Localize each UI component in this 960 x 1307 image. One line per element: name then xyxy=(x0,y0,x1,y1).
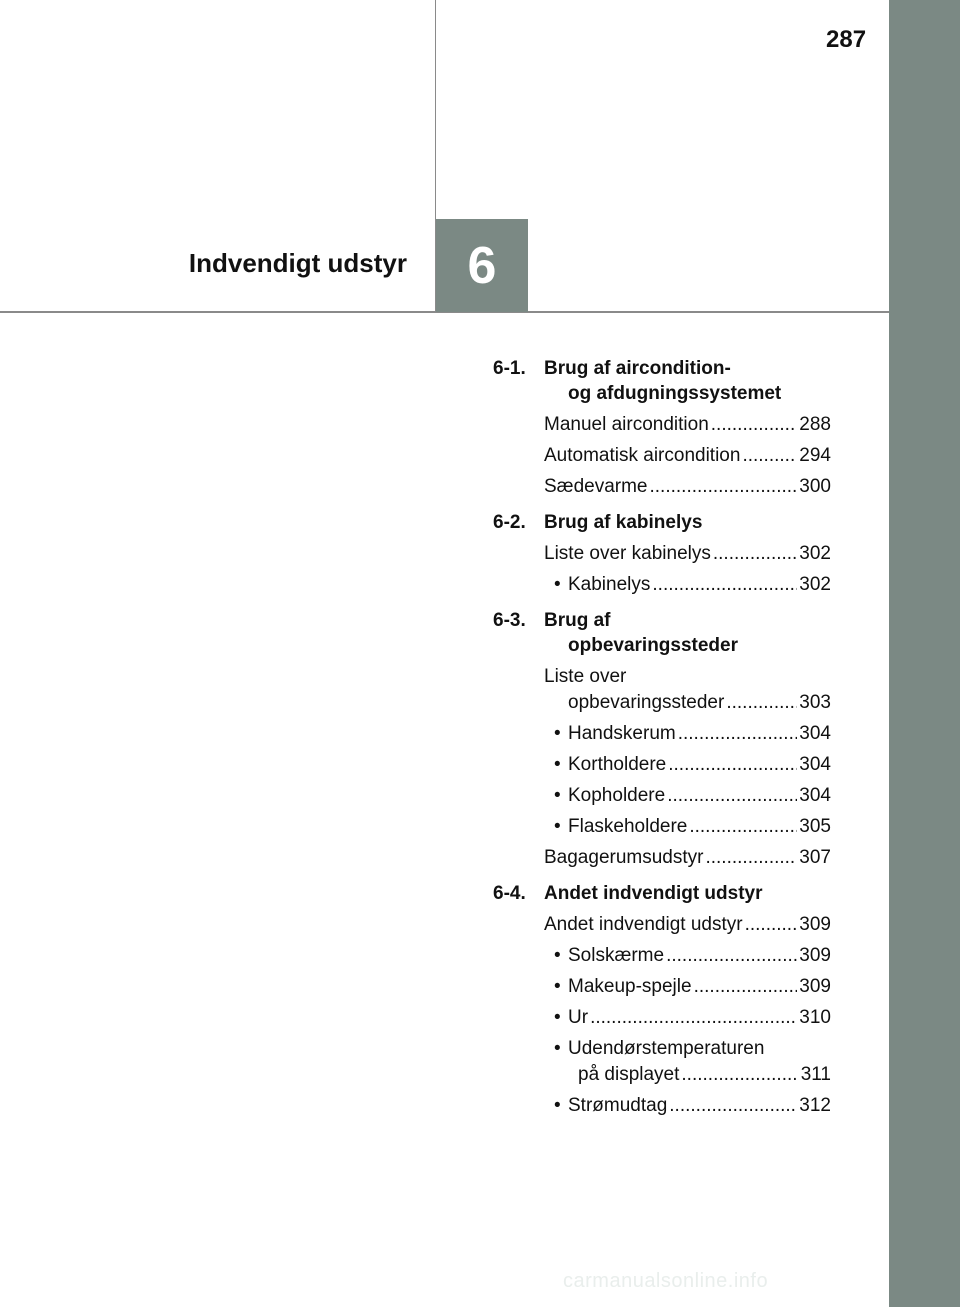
entry-text: Makeup-spejle xyxy=(568,976,692,997)
section-title xyxy=(544,356,831,406)
bullet: • xyxy=(554,976,561,997)
dot-leader xyxy=(666,943,797,969)
dot-leader xyxy=(650,474,798,500)
entry-text: opbevaringssteder xyxy=(568,692,725,713)
entry-page-number: 294 xyxy=(799,445,831,466)
section-title-line: Brug af kabinelys xyxy=(544,512,703,533)
entry-text: Automatisk aircondition xyxy=(544,445,741,466)
entry-page-number: 302 xyxy=(799,543,831,564)
bullet: • xyxy=(554,723,561,744)
entry-page-number: 288 xyxy=(799,414,831,435)
dot-leader xyxy=(652,572,797,598)
section-number: 6-1. xyxy=(493,358,526,379)
entry-text: Kortholdere xyxy=(568,754,667,775)
entry-text: Ur xyxy=(568,1007,589,1028)
section-heading[interactable] xyxy=(493,510,831,535)
toc-section xyxy=(493,356,831,505)
section-title xyxy=(544,510,831,535)
section-heading[interactable] xyxy=(493,608,831,658)
entry-page-number: 303 xyxy=(799,692,831,713)
dot-leader xyxy=(689,814,797,840)
entry-text: Andet indvendigt udstyr xyxy=(544,914,743,935)
dot-leader xyxy=(590,1005,797,1031)
toc-subentry[interactable] xyxy=(544,572,831,603)
entry-text: på displayet xyxy=(578,1064,680,1085)
table-of-contents xyxy=(493,356,831,1129)
toc-entry[interactable] xyxy=(544,412,831,443)
bullet: • xyxy=(554,1007,561,1028)
entry-page-number: 304 xyxy=(799,785,831,806)
entry-text-line: Udendørstemperaturen xyxy=(568,1038,765,1059)
entry-page-number: 304 xyxy=(799,754,831,775)
toc-entry[interactable] xyxy=(544,845,831,876)
entry-text: Liste over kabinelys xyxy=(544,543,711,564)
toc-section xyxy=(493,608,831,876)
page-number: 287 xyxy=(826,26,867,53)
toc-entry[interactable] xyxy=(544,474,831,505)
bullet: • xyxy=(554,945,561,966)
entry-text: Solskærme xyxy=(568,945,665,966)
dot-leader xyxy=(726,690,797,716)
section-title xyxy=(544,881,831,906)
entry-text: Kabinelys xyxy=(568,574,651,595)
entry-page-number: 302 xyxy=(799,574,831,595)
bullet: • xyxy=(554,816,561,837)
entry-text: Manuel aircondition xyxy=(544,414,709,435)
section-title-line: Andet indvendigt udstyr xyxy=(544,883,763,904)
toc-subentry[interactable] xyxy=(544,752,831,783)
dot-leader xyxy=(668,752,797,778)
entry-text: Sædevarme xyxy=(544,476,648,497)
bullet: • xyxy=(554,785,561,806)
entry-page-number: 305 xyxy=(799,816,831,837)
entry-text: Strømudtag xyxy=(568,1095,668,1116)
entry-page-number: 300 xyxy=(799,476,831,497)
chapter-number-box xyxy=(436,219,528,312)
dot-leader xyxy=(713,541,797,567)
toc-entry[interactable] xyxy=(544,664,831,721)
dot-leader xyxy=(742,443,797,469)
entry-text: Flaskeholdere xyxy=(568,816,688,837)
chapter-side-tab xyxy=(889,0,960,1307)
entry-text: Kopholdere xyxy=(568,785,666,806)
dot-leader xyxy=(705,845,797,871)
toc-subentry[interactable] xyxy=(544,721,831,752)
bullet: • xyxy=(554,574,561,595)
entry-text: Handskerum xyxy=(568,723,676,744)
section-heading[interactable] xyxy=(493,881,831,906)
entry-page-number: 304 xyxy=(799,723,831,744)
toc-entry[interactable] xyxy=(544,912,831,943)
toc-subentry[interactable] xyxy=(544,1036,831,1093)
dot-leader xyxy=(711,412,798,438)
section-number: 6-2. xyxy=(493,512,526,533)
dot-leader xyxy=(678,721,798,747)
bullet: • xyxy=(554,754,561,775)
section-heading[interactable] xyxy=(493,356,831,406)
section-title xyxy=(544,608,831,658)
toc-subentry[interactable] xyxy=(544,783,831,814)
toc-subentry[interactable] xyxy=(544,1005,831,1036)
toc-section xyxy=(493,881,831,1124)
entry-text: Bagagerumsudstyr xyxy=(544,847,704,868)
toc-entry[interactable] xyxy=(544,443,831,474)
chapter-title: Indvendigt udstyr xyxy=(188,248,407,278)
toc-subentry[interactable] xyxy=(544,814,831,845)
entry-page-number: 309 xyxy=(799,945,831,966)
entry-page-number: 310 xyxy=(799,1007,831,1028)
watermark: carmanualsonline.info xyxy=(563,1270,769,1292)
dot-leader xyxy=(681,1062,798,1088)
entry-page-number: 311 xyxy=(800,1064,831,1085)
section-title-line: og afdugningssystemet xyxy=(568,383,782,404)
entry-page-number: 307 xyxy=(799,847,831,868)
toc-section xyxy=(493,510,831,603)
toc-subentry[interactable] xyxy=(544,974,831,1005)
entry-page-number: 309 xyxy=(799,914,831,935)
entry-page-number: 309 xyxy=(799,976,831,997)
dot-leader xyxy=(745,912,798,938)
toc-entry[interactable] xyxy=(544,541,831,572)
chapter-number: 6 xyxy=(467,236,497,295)
bullet: • xyxy=(554,1095,561,1116)
entry-page-number: 312 xyxy=(799,1095,831,1116)
toc-subentry[interactable] xyxy=(544,943,831,974)
dot-leader xyxy=(667,783,797,809)
section-number: 6-3. xyxy=(493,610,526,631)
toc-subentry[interactable] xyxy=(544,1093,831,1124)
dot-leader xyxy=(694,974,798,1000)
dot-leader xyxy=(669,1093,797,1119)
entry-text-line: Liste over xyxy=(544,666,627,687)
bullet: • xyxy=(554,1038,561,1059)
section-number: 6-4. xyxy=(493,883,526,904)
section-title-line: Brug af xyxy=(544,610,611,631)
section-title-line: opbevaringssteder xyxy=(568,635,738,656)
section-title-line: Brug af aircondition- xyxy=(544,358,731,379)
